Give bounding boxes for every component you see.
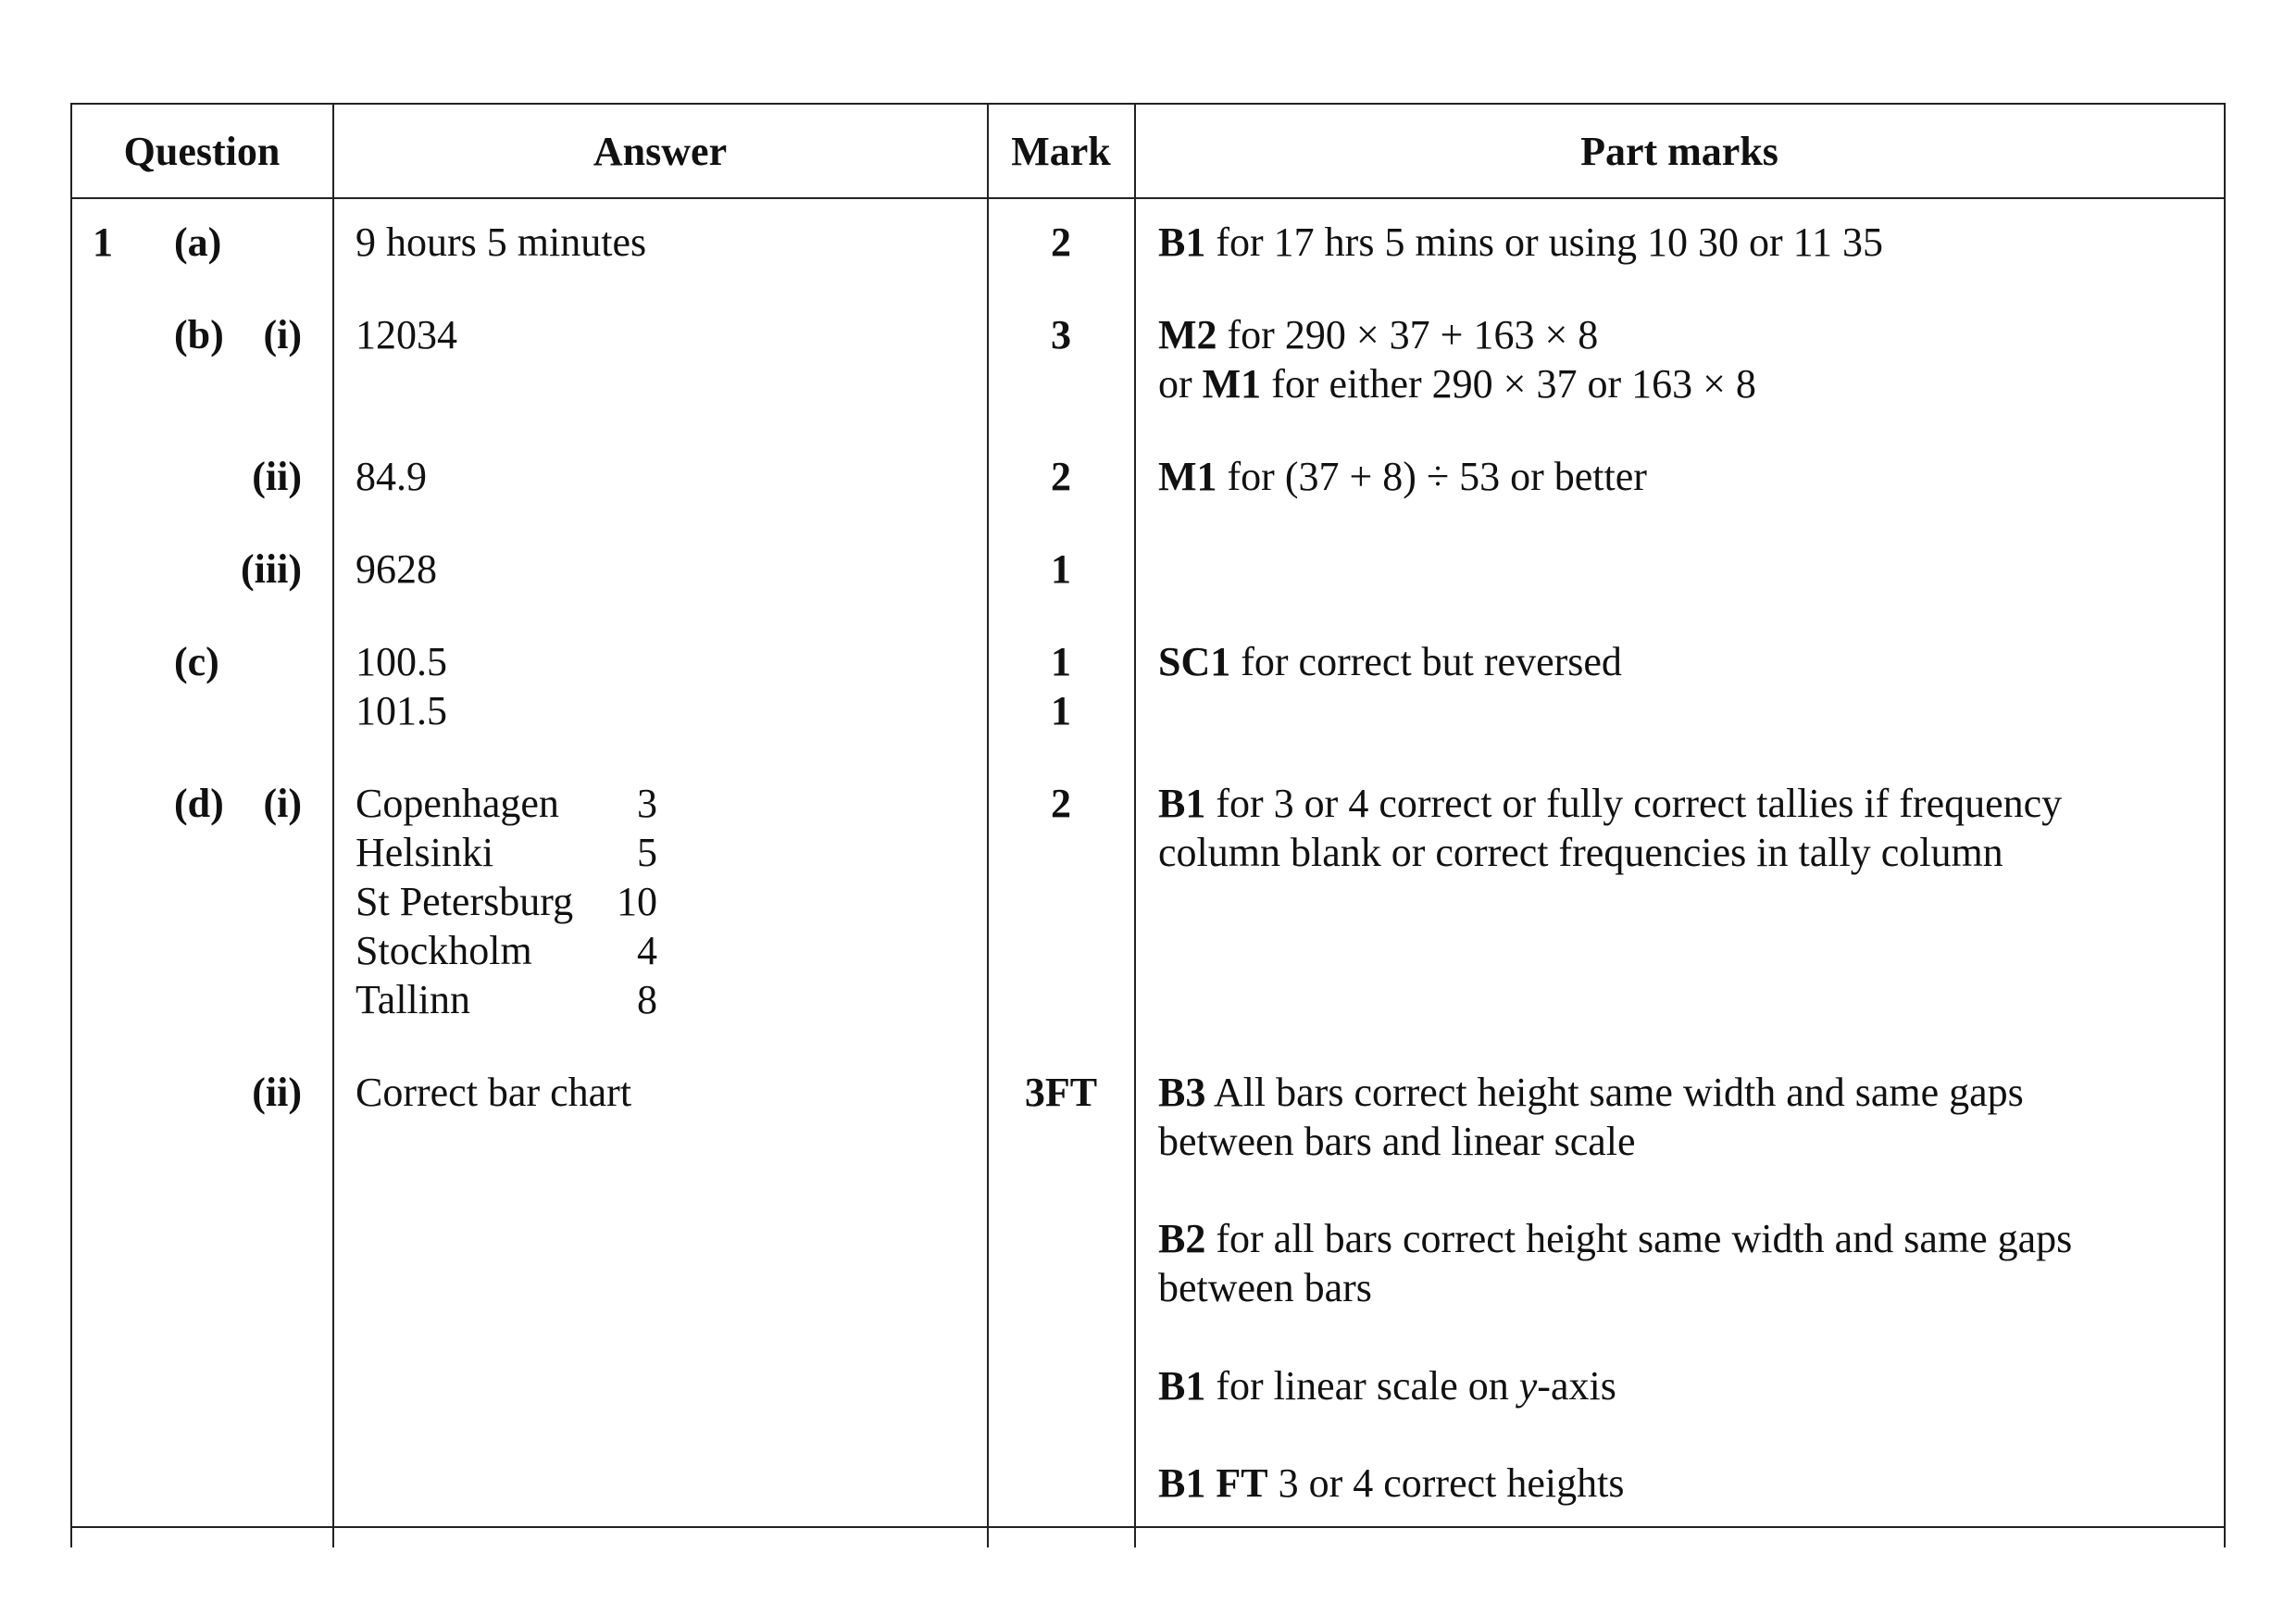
answer-text: 84.9 xyxy=(356,454,427,499)
part-marks-line xyxy=(1158,829,2003,877)
frequency-value: 3 xyxy=(637,781,657,826)
mark-description: between bars and linear scale xyxy=(1158,1119,1636,1164)
question-number: 1 xyxy=(93,219,113,265)
part-marks-line xyxy=(1158,1362,1616,1410)
part-marks-line xyxy=(1158,453,1647,501)
mark-value: 2 xyxy=(1051,781,1071,826)
question-subpart: (i) xyxy=(263,781,302,826)
mark-code: B2 xyxy=(1158,1216,1206,1261)
header-answer: Answer xyxy=(593,129,728,174)
question-subpart: (ii) xyxy=(252,1070,302,1115)
question-part: (b) xyxy=(174,312,224,357)
answer-text: 101.5 xyxy=(356,688,447,733)
table-bottom-border xyxy=(70,1526,2226,1528)
part-marks-line xyxy=(1158,638,1622,686)
mark-code: B1 xyxy=(1158,1363,1206,1409)
mark-value: 1 xyxy=(1051,688,1071,733)
mark-code: B3 xyxy=(1158,1070,1206,1115)
frequency-city: Tallinn xyxy=(356,977,471,1022)
mark-description: for all bars correct height same width and same gaps xyxy=(1205,1216,2073,1261)
mark-code: B1 xyxy=(1158,219,1206,265)
part-marks-line xyxy=(1158,1069,2024,1117)
mark-description: 3 or 4 correct heights xyxy=(1267,1460,1625,1506)
part-marks-line xyxy=(1158,780,2062,828)
frequency-city: Copenhagen xyxy=(356,781,559,826)
mark-description: column blank or correct frequencies in tally column xyxy=(1158,830,2003,875)
col-border-question-answer xyxy=(332,103,334,1547)
part-marks-line xyxy=(1158,1264,1372,1312)
part-marks-line xyxy=(1158,219,1883,267)
answer-text: 100.5 xyxy=(356,639,447,684)
mark-code: M1 xyxy=(1158,454,1217,499)
mark-value: 2 xyxy=(1051,454,1071,499)
question-part: (c) xyxy=(174,639,219,684)
mark-code: SC1 xyxy=(1158,639,1231,684)
answer-text: 9628 xyxy=(356,546,437,592)
mark-suffix: -axis xyxy=(1537,1363,1616,1409)
question-subpart: (i) xyxy=(263,312,302,357)
col-border-mark-partmarks xyxy=(1134,103,1136,1547)
frequency-city: Stockholm xyxy=(356,928,532,973)
mark-description: All bars correct height same width and same gaps xyxy=(1205,1070,2024,1115)
col-border-right xyxy=(2224,103,2226,1547)
col-border-left xyxy=(70,103,72,1547)
part-marks-line xyxy=(1158,360,1756,408)
mark-description: between bars xyxy=(1158,1265,1372,1310)
header-mark: Mark xyxy=(1011,129,1111,174)
mark-description: for linear scale on xyxy=(1205,1363,1519,1409)
mark-code: B1 xyxy=(1158,781,1206,826)
mark-code: B1 FT xyxy=(1158,1460,1268,1506)
part-marks-line xyxy=(1158,311,1598,359)
frequency-value: 5 xyxy=(637,830,657,875)
part-marks-line xyxy=(1158,1459,1624,1508)
mark-code: M1 xyxy=(1202,361,1262,407)
header-bottom-border xyxy=(70,197,2226,199)
mark-description: for correct but reversed xyxy=(1230,639,1622,684)
header-question: Question xyxy=(123,129,281,174)
mark-description: for 290 × 37 + 163 × 8 xyxy=(1217,312,1599,357)
question-subpart: (ii) xyxy=(252,454,302,499)
mark-description: for either 290 × 37 or 163 × 8 xyxy=(1261,361,1756,407)
mark-description: for 17 hrs 5 mins or using 10 30 or 11 35 xyxy=(1205,219,1884,265)
question-subpart: (iii) xyxy=(241,546,302,592)
part-marks-line xyxy=(1158,1215,2072,1263)
header-part-marks: Part marks xyxy=(1580,129,1778,174)
mark-italic: y xyxy=(1518,1363,1538,1409)
answer-text: 9 hours 5 minutes xyxy=(356,219,647,265)
mark-value: 1 xyxy=(1051,546,1071,592)
frequency-value: 10 xyxy=(617,879,657,924)
table-top-border xyxy=(70,103,2226,105)
part-marks-line xyxy=(1158,1118,1636,1166)
mark-value: 1 xyxy=(1051,639,1071,684)
mark-description: for 3 or 4 correct or fully correct tallies if frequency xyxy=(1205,781,2063,826)
mark-prefix: or xyxy=(1158,361,1203,407)
answer-text: 12034 xyxy=(356,312,457,357)
frequency-value: 4 xyxy=(637,928,657,973)
mark-value: 2 xyxy=(1051,219,1071,265)
question-part: (a) xyxy=(174,219,222,265)
mark-value: 3 xyxy=(1051,312,1071,357)
mark-description: for (37 + 8) ÷ 53 or better xyxy=(1217,454,1647,499)
question-part: (d) xyxy=(174,781,224,826)
frequency-value: 8 xyxy=(637,977,657,1022)
frequency-city: Helsinki xyxy=(356,830,494,875)
answer-text: Correct bar chart xyxy=(356,1070,632,1115)
frequency-city: St Petersburg xyxy=(356,879,574,924)
mark-code: M2 xyxy=(1158,312,1217,357)
mark-value: 3FT xyxy=(1024,1070,1098,1115)
